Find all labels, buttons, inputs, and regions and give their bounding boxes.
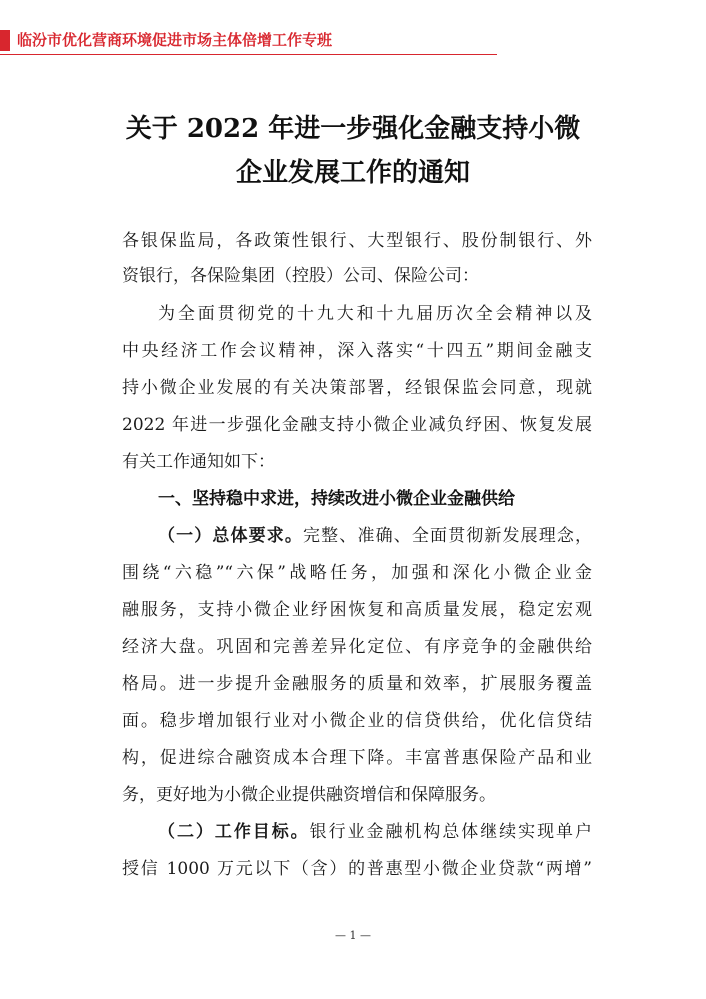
sub1-line-6: 面。稳步增加银行业对小微企业的信贷供给，优化信贷结 [122, 711, 592, 731]
header-accent-bar [0, 30, 10, 51]
sub2-first-line-text: 银行业金融机构总体继续实现单户 [309, 822, 593, 842]
intro-line-5: 有关工作通知如下： [122, 452, 275, 472]
sub1-line-7: 构，促进综合融资成本合理下降。丰富普惠保险产品和业 [122, 748, 592, 768]
sub1-first-line-text: 完整、准确、全面贯彻新发展理念， [303, 526, 593, 546]
addressee-line-2: 资银行，各保险集团（控股）公司、保险公司： [122, 266, 479, 286]
sub2-first-line [158, 820, 592, 844]
sub1-line-8: 务，更好地为小微企业提供融资增信和保障服务。 [122, 785, 496, 805]
sub1-line-4: 经济大盘。巩固和完善差异化定位、有序竞争的金融供给 [122, 637, 592, 657]
sub1-first-line [158, 524, 592, 548]
page-number: — 1 — [335, 929, 371, 942]
sub1-line-2: 围绕“六稳”“六保”战略任务，加强和深化小微企业金 [122, 563, 592, 583]
sub1-label: （一）总体要求。 [158, 526, 304, 546]
intro-line-4: 2022 年进一步强化金融支持小微企业减负纾困、恢复发展 [122, 415, 592, 435]
sub1-line-5: 格局。进一步提升金融服务的质量和效率，扩展服务覆盖 [122, 674, 592, 694]
sub2-label: （二）工作目标。 [158, 822, 310, 842]
header-divider [0, 54, 497, 55]
header-title: 临汾市优化营商环境促进市场主体倍增工作专班 [17, 31, 333, 49]
addressee-line-1: 各银保监局，各政策性银行、大型银行、股份制银行、外 [122, 231, 592, 251]
document-title-line-1: 关于 2022 年进一步强化金融支持小微 [125, 114, 581, 144]
intro-line-1: 为全面贯彻党的十九大和十九届历次全会精神以及 [158, 304, 592, 324]
intro-line-2: 中央经济工作会议精神，深入落实“十四五”期间金融支 [122, 341, 592, 361]
sub1-line-3: 融服务，支持小微企业纾困恢复和高质量发展，稳定宏观 [122, 600, 592, 620]
document-title-line-2: 企业发展工作的通知 [235, 158, 470, 188]
sub2-line-2: 授信 1000 万元以下（含）的普惠型小微企业贷款“两增” [122, 859, 592, 879]
section-heading-1: 一、坚持稳中求进，持续改进小微企业金融供给 [158, 489, 515, 509]
intro-line-3: 持小微企业发展的有关决策部署，经银保监会同意，现就 [122, 378, 592, 398]
